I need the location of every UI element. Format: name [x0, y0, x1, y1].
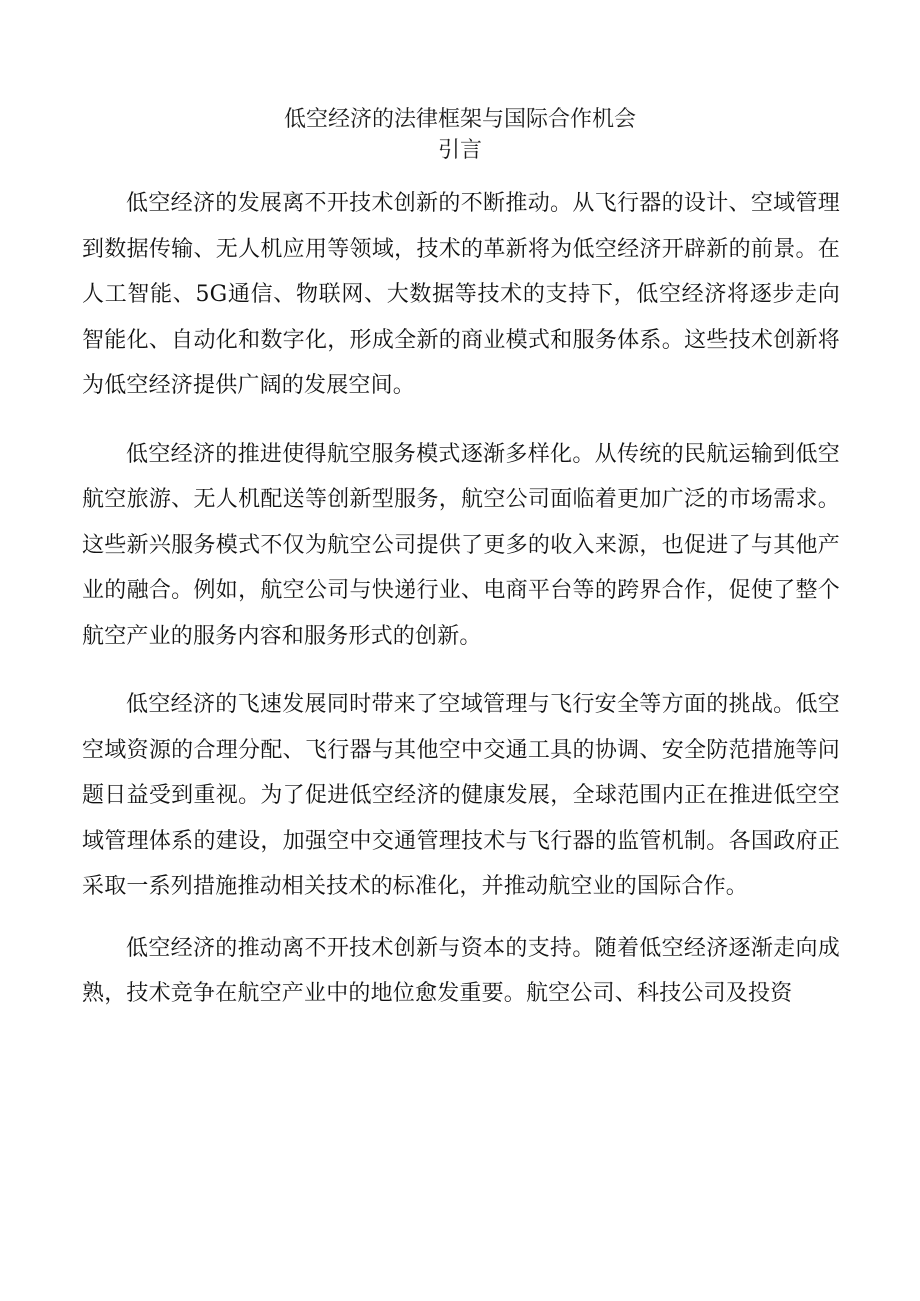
paragraph-1: 低空经济的发展离不开技术创新的不断推动。从飞行器的设计、空域管理到数据传输、无人机应用等领域，技术的革新将为低空经济开辟新的前景。在人工智能、5G通信、物联网、大数据等技术的支持下，低空经济将逐步走向智能化、自动化和数字化，形成全新的商业模式和服务体系。这些技术创新将为低空经济提供广阔的发展空间。 [82, 191, 840, 398]
paragraph-2: 低空经济的推进使得航空服务模式逐渐多样化。从传统的民航运输到低空航空旅游、无人机配送等创新型服务，航空公司面临着更加广泛的市场需求。这些新兴服务模式不仅为航空公司提供了更多的收入来源，也促进了与其他产业的融合。例如，航空公司与快递行业、电商平台等的跨界合作，促使了整个航空产业的服务内容和服务形式的创新。 [82, 441, 840, 649]
document-title: 低空经济的法律框架与国际合作机会 [283, 107, 636, 132]
section-heading: 引言 [437, 138, 482, 163]
paragraph-3: 低空经济的飞速发展同时带来了空域管理与飞行安全等方面的挑战。低空空域资源的合理分配、飞行器与其他空中交通工具的协调、安全防范措施等问题日益受到重视。为了促进低空经济的健康发展，全球范围内正在推进低空空域管理体系的建设，加强空中交通管理技术与飞行器的监管机制。各国政府正采取一系列措施推动相关技术的标准化，并推动航空业的国际合作。 [82, 692, 840, 899]
title-block [0, 104, 920, 166]
body-text [82, 181, 840, 1040]
paragraph-4: 低空经济的推动离不开技术创新与资本的支持。随着低空经济逐渐走向成熟，技术竞争在航空产业中的地位愈发重要。航空公司、科技公司及投资 [82, 935, 840, 1006]
